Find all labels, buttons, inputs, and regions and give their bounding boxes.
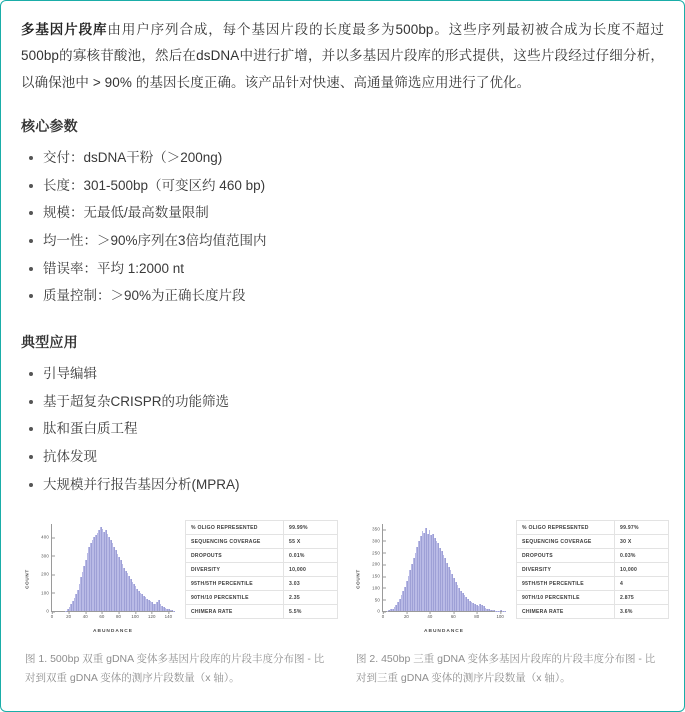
list-item: 引导编辑: [25, 360, 664, 388]
stat-key: SEQUENCING COVERAGE: [186, 535, 284, 549]
x-axis-tick: 60: [451, 611, 456, 619]
intro-body-text: 由用户序列合成，每个基因片段的长度最多为500bp。这些序列最初被合成为长度不超过500bp的寡核苷酸池，然后在dsDNA中进行扩增，并以多基因片段库的形式提供，这些片段经过仔细分析，以确保池中 > 90% 的基因长度正确。该产品针对快速、高通量筛选应用进行了优化。: [21, 22, 664, 90]
y-axis-tick: 250: [372, 550, 383, 555]
table-row: [517, 605, 669, 619]
table-row: [186, 605, 338, 619]
stat-value: 2.35: [284, 591, 338, 605]
intro-paragraph: [21, 17, 664, 96]
stats-table-body: [186, 521, 338, 619]
table-row: [517, 521, 669, 535]
y-axis-tick: 350: [372, 527, 383, 532]
list-item: 规模：无最低/最高数量限制: [25, 199, 664, 227]
y-axis-tick: 300: [41, 553, 52, 558]
x-axis-tick: 80: [116, 611, 121, 619]
stat-value: 2.875: [615, 591, 669, 605]
stat-key: CHIMERA RATE: [186, 605, 284, 619]
x-axis-tick: 20: [66, 611, 71, 619]
stat-value: 55 X: [284, 535, 338, 549]
y-axis-tick: 300: [372, 538, 383, 543]
list-item: 交付：dsDNA干粉（＞200ng): [25, 144, 664, 172]
list-item: 抗体发现: [25, 443, 664, 471]
table-row: [517, 591, 669, 605]
stat-value: 3.6%: [615, 605, 669, 619]
stat-key: CHIMERA RATE: [517, 605, 615, 619]
y-axis-tick: 200: [372, 562, 383, 567]
table-row: [186, 521, 338, 535]
stat-value: 5.5%: [284, 605, 338, 619]
table-row: [186, 563, 338, 577]
core-params-title: 核心参数: [21, 117, 78, 134]
x-axis-tick: 140: [165, 611, 172, 619]
stat-key: DIVERSITY: [186, 563, 284, 577]
stats-table-2: [516, 520, 669, 619]
table-row: [186, 535, 338, 549]
table-row: [517, 549, 669, 563]
x-axis-tick: 100: [131, 611, 138, 619]
histogram-chart-2: [352, 520, 510, 638]
x-axis-tick: 100: [496, 611, 503, 619]
figures-row: [21, 520, 664, 687]
stat-value: 10,000: [615, 563, 669, 577]
stat-key: 90TH/10 PERCENTILE: [186, 591, 284, 605]
histogram-bars: [52, 524, 175, 611]
x-axis-tick: 0: [51, 611, 53, 619]
table-row: [517, 563, 669, 577]
stat-key: DROPOUTS: [186, 549, 284, 563]
x-axis-tick: 60: [99, 611, 104, 619]
stat-value: 3.03: [284, 577, 338, 591]
x-axis-tick: 40: [427, 611, 432, 619]
y-axis-tick: 200: [41, 572, 52, 577]
histogram-chart-1: [21, 520, 179, 638]
list-item: 错误率：平均 1:2000 nt: [25, 255, 664, 283]
applications-title: 典型应用: [21, 333, 78, 350]
list-item: 肽和蛋白质工程: [25, 415, 664, 443]
plot-area: [372, 524, 506, 620]
table-row: [517, 535, 669, 549]
stat-value: 0.01%: [284, 549, 338, 563]
stats-table-body: [517, 521, 669, 619]
figure-caption: 图 2. 450bp 三重 gDNA 变体多基因片段库的片段丰度分布图 - 比对到三重 gDNA 变体的测序片段数量（x 轴）。: [356, 653, 656, 684]
x-axis-tick: 20: [404, 611, 409, 619]
table-row: [186, 591, 338, 605]
stat-value: 99.99%: [284, 521, 338, 535]
x-axis-tick: 40: [83, 611, 88, 619]
list-item: 长度：301-500bp（可变区约 460 bp): [25, 172, 664, 200]
list-item: 基于超复杂CRISPR的功能筛选: [25, 388, 664, 416]
intro-lead-text: 多基因片段库: [21, 22, 108, 37]
table-row: [517, 577, 669, 591]
applications-list: [21, 360, 664, 498]
table-row: [186, 577, 338, 591]
stat-value: 99.97%: [615, 521, 669, 535]
list-item: 均一性：＞90%序列在3倍均值范围内: [25, 227, 664, 255]
y-axis-label: COUNT: [24, 569, 30, 590]
stat-key: 95TH/5TH PERCENTILE: [186, 577, 284, 591]
x-axis-tick: 80: [474, 611, 479, 619]
list-item: 质量控制：＞90%为正确长度片段: [25, 282, 664, 310]
x-axis-label: ABUNDANCE: [93, 629, 133, 635]
stat-key: 90TH/10 PERCENTILE: [517, 591, 615, 605]
stat-key: % OLIGO REPRESENTED: [186, 521, 284, 535]
y-axis-tick: 50: [375, 597, 383, 602]
y-axis-tick: 0: [377, 609, 383, 614]
histogram-bar: [173, 611, 175, 612]
stats-table-1: [185, 520, 338, 619]
figure-caption: 图 1. 500bp 双重 gDNA 变体多基因片段库的片段丰度分布图 - 比对到双重 gDNA 变体的测序片段数量（x 轴）。: [25, 653, 325, 684]
figure-2: [352, 520, 669, 687]
x-axis-tick: 0: [382, 611, 384, 619]
y-axis-tick: 0: [46, 609, 52, 614]
stat-value: 10,000: [284, 563, 338, 577]
y-axis-label: COUNT: [355, 569, 361, 590]
histogram-bars: [383, 524, 506, 611]
stat-key: DROPOUTS: [517, 549, 615, 563]
stat-key: SEQUENCING COVERAGE: [517, 535, 615, 549]
stat-key: DIVERSITY: [517, 563, 615, 577]
y-axis-tick: 100: [41, 590, 52, 595]
y-axis-tick: 100: [372, 585, 383, 590]
figure-1: [21, 520, 338, 687]
y-axis-tick: 400: [41, 535, 52, 540]
table-row: [186, 549, 338, 563]
plot-area: [41, 524, 175, 620]
stat-value: 0.03%: [615, 549, 669, 563]
y-axis-tick: 150: [372, 574, 383, 579]
stat-key: % OLIGO REPRESENTED: [517, 521, 615, 535]
core-params-list: [21, 144, 664, 310]
stat-key: 95TH/5TH PERCENTILE: [517, 577, 615, 591]
x-axis-label: ABUNDANCE: [424, 629, 464, 635]
stat-value: 30 X: [615, 535, 669, 549]
x-axis-tick: 120: [148, 611, 155, 619]
stat-value: 4: [615, 577, 669, 591]
list-item: 大规模并行报告基因分析(MPRA): [25, 471, 664, 499]
